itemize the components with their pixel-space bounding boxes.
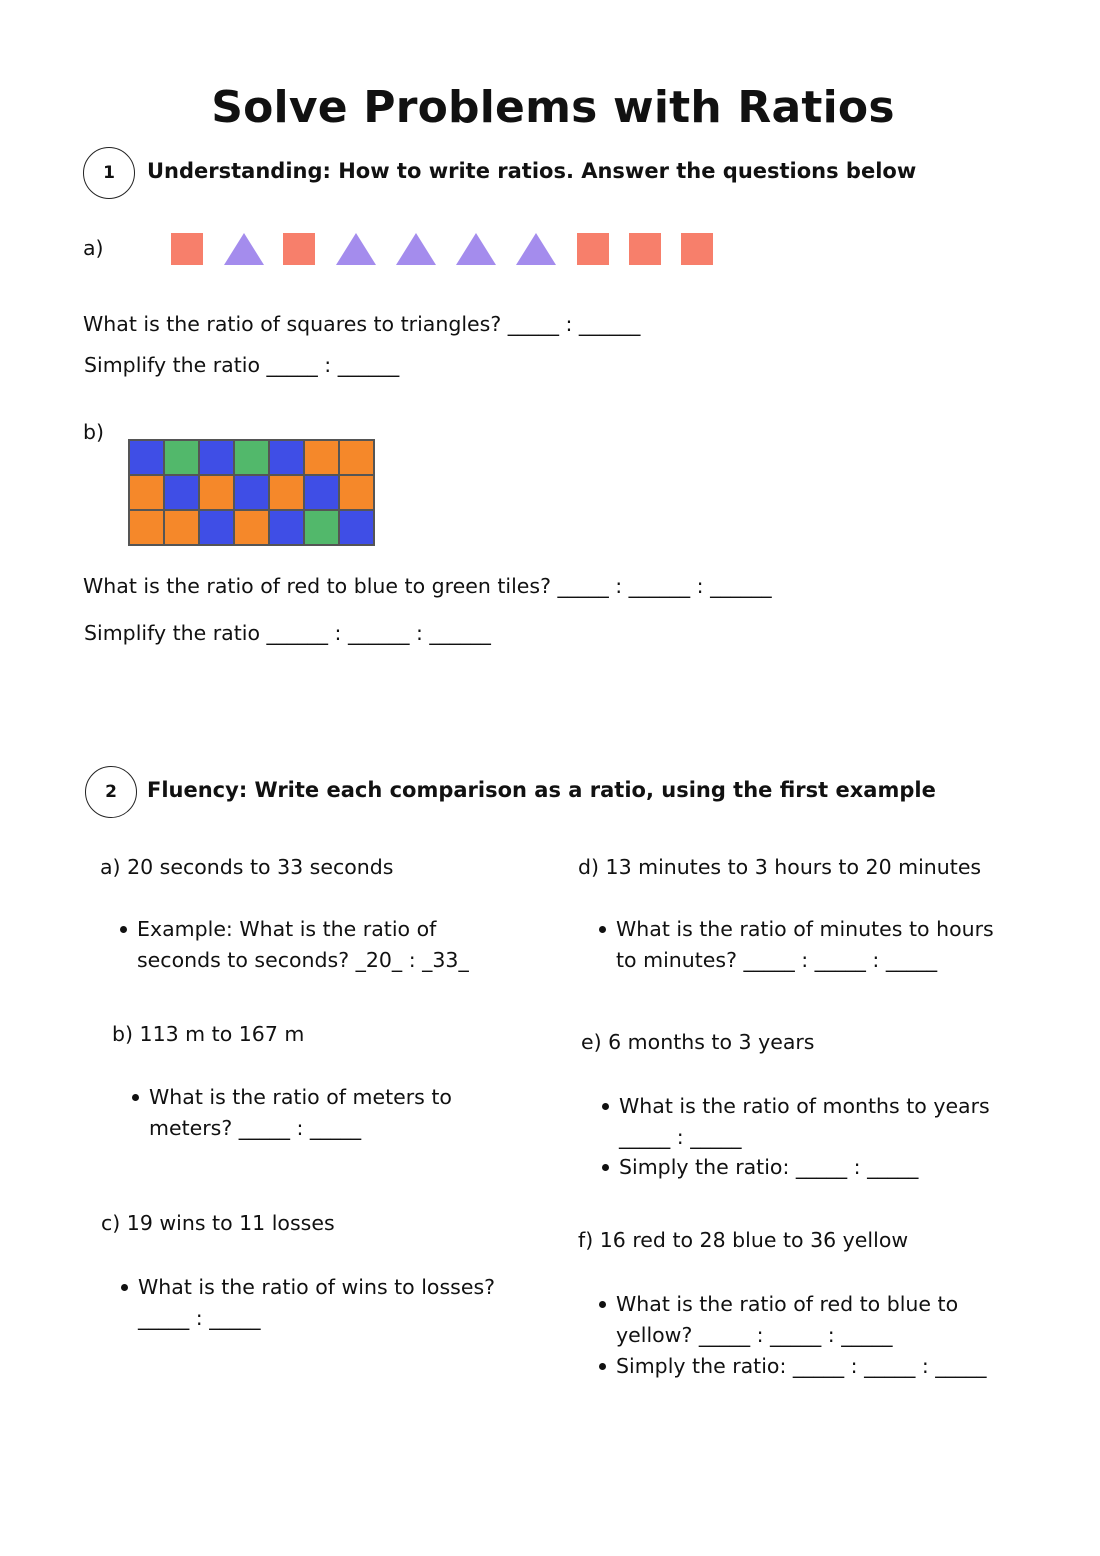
tile-blue [304, 475, 339, 510]
tile-green [234, 440, 269, 475]
section-1-number: 1 [83, 147, 135, 199]
tile-green [164, 440, 199, 475]
square-shape [681, 233, 713, 265]
tile-orange [164, 510, 199, 545]
tile-orange [129, 475, 164, 510]
square-shape [283, 233, 315, 265]
triangle-shape [336, 233, 376, 265]
triangle-shape [224, 233, 264, 265]
item-f-bullet-1: What is the ratio of red to blue to yellow? _____ : _____ : _____ [616, 1289, 976, 1351]
question-a-label: a) [83, 236, 104, 260]
tile-orange [129, 510, 164, 545]
square-shape [171, 233, 203, 265]
tile-orange [234, 510, 269, 545]
tile-blue [339, 510, 374, 545]
tile-grid [128, 439, 375, 546]
item-b-title: b) 113 m to 167 m [112, 1022, 305, 1046]
square-shape [629, 233, 661, 265]
item-f-bullet-2: Simply the ratio: _____ : _____ : _____ [616, 1351, 996, 1382]
question-b-label: b) [83, 420, 105, 444]
tile-blue [234, 475, 269, 510]
tile-green [304, 510, 339, 545]
tile-orange [339, 440, 374, 475]
triangle-shape [396, 233, 436, 265]
item-d-bullet: What is the ratio of minutes to hours to minutes? _____ : _____ : _____ [616, 914, 1006, 976]
item-e-bullet-1: What is the ratio of months to years _____ : _____ [619, 1091, 999, 1153]
item-b-bullet: What is the ratio of meters to meters? _____ : _____ [149, 1082, 469, 1144]
question-b-ratio: What is the ratio of red to blue to green tiles? _____ : ______ : ______ [83, 574, 772, 598]
square-shape [577, 233, 609, 265]
tile-blue [164, 475, 199, 510]
item-a-bullet: Example: What is the ratio of seconds to seconds? _20_ : _33_ [137, 914, 477, 976]
question-b-simplify: Simplify the ratio ______ : ______ : ______ [84, 621, 491, 645]
tile-blue [269, 510, 304, 545]
tile-orange [339, 475, 374, 510]
tile-blue [269, 440, 304, 475]
question-a-ratio: What is the ratio of squares to triangles? _____ : ______ [83, 312, 641, 336]
item-f-title: f) 16 red to 28 blue to 36 yellow [578, 1228, 909, 1252]
tile-orange [199, 475, 234, 510]
tile-blue [199, 510, 234, 545]
section-2-number: 2 [85, 766, 137, 818]
triangle-shape [516, 233, 556, 265]
page-title: Solve Problems with Ratios [211, 82, 895, 133]
tile-blue [199, 440, 234, 475]
question-a-simplify: Simplify the ratio _____ : ______ [84, 353, 400, 377]
item-e-bullet-2: Simply the ratio: _____ : _____ [619, 1152, 999, 1183]
item-a-title: a) 20 seconds to 33 seconds [100, 855, 394, 879]
tile-orange [269, 475, 304, 510]
item-c-bullet: What is the ratio of wins to losses? _____ : _____ [138, 1272, 508, 1334]
item-c-title: c) 19 wins to 11 losses [101, 1211, 335, 1235]
tile-blue [129, 440, 164, 475]
triangle-shape [456, 233, 496, 265]
section-2-heading: Fluency: Write each comparison as a ratio, using the first example [147, 778, 936, 802]
tile-orange [304, 440, 339, 475]
item-e-title: e) 6 months to 3 years [581, 1030, 815, 1054]
item-d-title: d) 13 minutes to 3 hours to 20 minutes [578, 855, 982, 879]
section-1-heading: Understanding: How to write ratios. Answer the questions below [147, 159, 917, 183]
